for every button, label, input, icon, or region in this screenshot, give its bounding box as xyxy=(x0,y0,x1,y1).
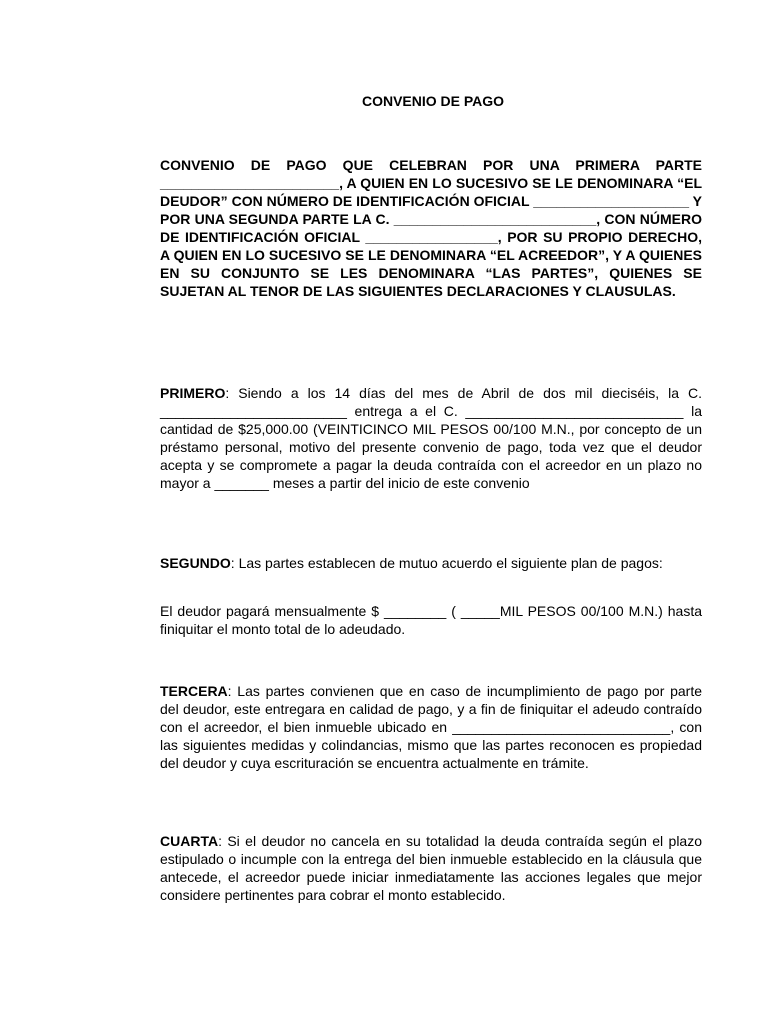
clause-cuarta xyxy=(160,832,702,904)
clause-text: : Siendo a los 14 días del mes de Abril de dos mil dieciséis, la C. ________________________ entrega a el C. ____________________________ la cantidad de $25,000.00 (VEINTICINCO MIL PESOS 00/100 M.N., por concepto de un préstamo personal, motivo del presente convenio de pago, toda vez que el deudor acepta y se compromete a pagar la deuda contraída con el acreedor en un plazo no mayor a _______ meses a partir del inicio de este convenio xyxy=(160,385,702,491)
document-title: CONVENIO DE PAGO xyxy=(361,93,505,109)
clause-text: : Las partes convienen que en caso de incumplimiento de pago por parte del deudor, este entregara en calidad de pago, y a fin de finiquitar el adeudo contraído con el acreedor, el bien inmueble ubicado en ____________________________, con las siguientes medidas y colindancias, mismo que las partes reconocen es propiedad del deudor y cuya escrituración se encuentra actualmente en trámite. xyxy=(160,683,702,771)
clause-tercera xyxy=(160,682,702,772)
clause-segundo-detail: El deudor pagará mensualmente $ ________ ( _____MIL PESOS 00/100 M.N.) hasta finiquitar el monto total de lo adeudado. xyxy=(160,603,702,637)
clause-segundo xyxy=(160,554,702,572)
clause-heading: SEGUNDO xyxy=(160,555,231,571)
clause-primero xyxy=(160,384,702,492)
clause-heading: PRIMERO xyxy=(160,385,226,401)
clause-text: : Si el deudor no cancela en su totalidad la deuda contraída según el plazo estipulado o incumple con la entrega del bien inmueble establecido en la cláusula que antecede, el acreedor puede iniciar inmediatamente las acciones legales que mejor considere pertinentes para cobrar el monto establecido. xyxy=(160,833,702,903)
clause-heading: CUARTA xyxy=(160,833,219,849)
clause-heading: TERCERA xyxy=(160,683,228,699)
intro-paragraph: CONVENIO DE PAGO QUE CELEBRAN POR UNA PRIMERA PARTE _______________________, A QUIEN EN LO SUCESIVO SE LE DENOMINARA “EL DEUDOR” CON NÚMERO DE IDENTIFICACIÓN OFICIAL ____________________ Y POR UNA SEGUNDA PARTE LA C. __________________________, CON NÚMERO DE IDENTIFICACIÓN OFICIAL _________________, POR SU PROPIO DERECHO, A QUIEN EN LO SUCESIVO SE LE DENOMINARA “EL ACREEDOR”, Y A QUIENES EN SU CONJUNTO SE LES DENOMINARA “LAS PARTES”, QUIENES SE SUJETAN AL TENOR DE LAS SIGUIENTES DECLARACIONES Y CLAUSULAS. xyxy=(160,157,702,299)
clause-text: : Las partes establecen de mutuo acuerdo el siguiente plan de pagos: xyxy=(230,555,663,571)
